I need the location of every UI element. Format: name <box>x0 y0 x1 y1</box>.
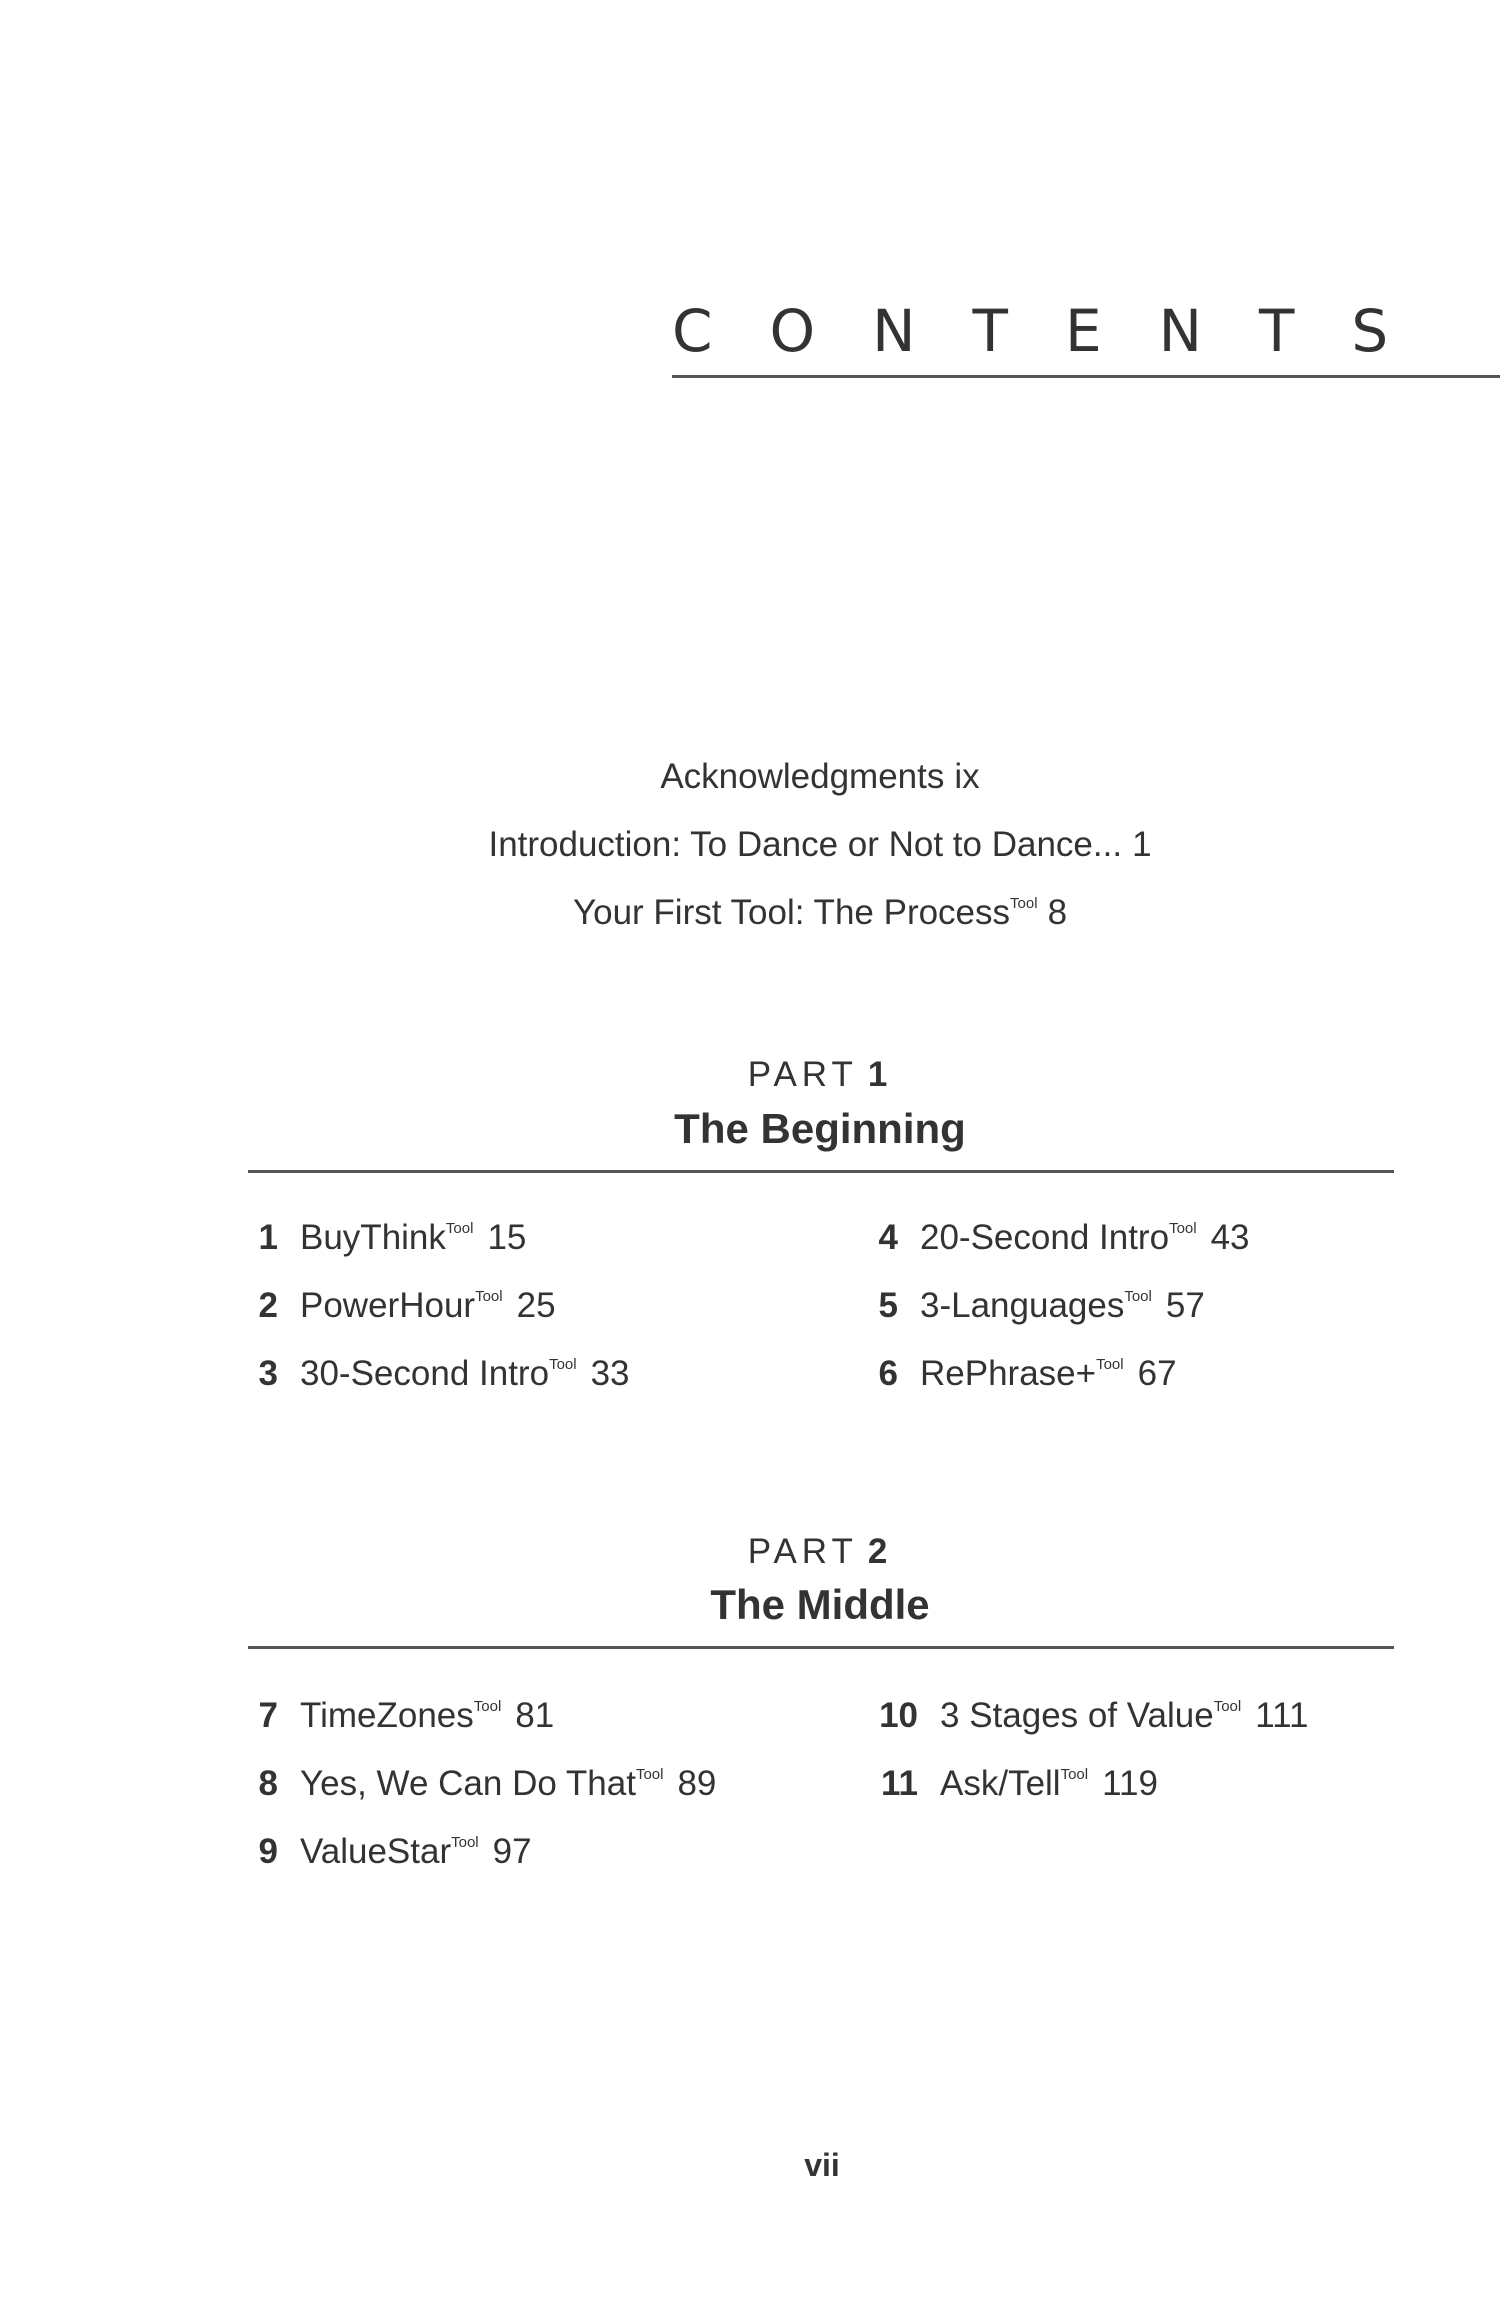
title-rule <box>672 375 1500 378</box>
tool-mark: Tool <box>1169 1220 1197 1237</box>
toc-entry-acknowledgments[interactable] <box>0 755 1500 799</box>
chapter-title: ValueStar <box>300 1832 452 1871</box>
chapter-number: 1 <box>258 1218 278 1257</box>
chapter-title: 3-Languages <box>920 1286 1125 1325</box>
part-2-title: The Middle <box>710 1581 930 1628</box>
part-2-rule <box>248 1646 1394 1649</box>
tool-mark: Tool <box>473 1698 502 1715</box>
chapter-page: 15 <box>487 1218 527 1257</box>
chapter-page: 119 <box>1102 1764 1158 1803</box>
chapter-number: 6 <box>878 1354 898 1393</box>
chapter-title: Ask/Tell <box>940 1764 1061 1803</box>
tool-mark: Tool <box>1010 895 1038 912</box>
chapter-page: 57 <box>1165 1286 1205 1325</box>
chapter-title: 30-Second Intro <box>300 1354 550 1393</box>
chapter-number: 7 <box>258 1696 278 1735</box>
part-word: PART <box>747 1055 858 1094</box>
chapter-number: 11 <box>881 1764 918 1803</box>
toc-entry-first-tool[interactable] <box>0 891 1500 935</box>
entry-page: ix <box>954 757 980 796</box>
tool-mark: Tool <box>451 1834 479 1851</box>
part-word: PART <box>747 1532 858 1571</box>
chapter-title: PowerHour <box>300 1286 476 1325</box>
chapter-title: BuyThink <box>300 1218 446 1257</box>
chapter-title: 3 Stages of Value <box>940 1696 1214 1735</box>
tool-mark: Tool <box>1096 1356 1124 1373</box>
page-number: vii <box>804 2147 840 2183</box>
entry-page: 8 <box>1047 893 1068 932</box>
part-1-label <box>0 1054 1500 1096</box>
chapter-number: 5 <box>878 1286 898 1325</box>
part-2-label <box>0 1531 1500 1573</box>
tool-mark: Tool <box>1213 1698 1242 1715</box>
entry-label: Introduction: To Dance or Not to Dance... <box>488 825 1123 864</box>
chapter-number: 8 <box>258 1764 278 1803</box>
entry-page: 1 <box>1132 825 1152 864</box>
tool-mark: Tool <box>1124 1288 1152 1305</box>
tool-mark: Tool <box>635 1766 664 1783</box>
chapter-page: 67 <box>1137 1354 1177 1393</box>
tool-mark: Tool <box>1060 1766 1089 1783</box>
tool-mark: Tool <box>549 1356 577 1373</box>
part-1-rule <box>248 1170 1394 1173</box>
contents-title: CONTENTS <box>672 297 1446 365</box>
chapter-title: RePhrase+ <box>920 1354 1097 1393</box>
tool-mark: Tool <box>475 1288 503 1305</box>
chapter-page: 89 <box>677 1764 717 1803</box>
part-number: 2 <box>867 1532 893 1571</box>
chapter-page: 81 <box>515 1696 555 1735</box>
chapter-page: 25 <box>516 1286 556 1325</box>
chapter-number: 9 <box>258 1832 278 1871</box>
chapter-number: 3 <box>258 1354 278 1393</box>
chapter-page: 111 <box>1255 1696 1309 1735</box>
chapter-number: 4 <box>878 1218 898 1257</box>
part-1-title: The Beginning <box>674 1105 966 1152</box>
chapter-page: 33 <box>590 1354 630 1393</box>
chapter-title: TimeZones <box>300 1696 474 1735</box>
chapter-number: 2 <box>258 1286 278 1325</box>
chapter-number: 10 <box>879 1696 918 1735</box>
entry-label: Your First Tool: The Process <box>572 893 1011 932</box>
chapter-title: Yes, We Can Do That <box>300 1764 636 1803</box>
tool-mark: Tool <box>445 1220 474 1237</box>
toc-entry-introduction[interactable] <box>0 823 1500 867</box>
chapter-page: 43 <box>1210 1218 1250 1257</box>
part-number: 1 <box>867 1055 893 1094</box>
chapter-page: 97 <box>492 1832 532 1871</box>
chapter-title: 20-Second Intro <box>920 1218 1170 1257</box>
entry-label: Acknowledgments <box>660 757 945 796</box>
